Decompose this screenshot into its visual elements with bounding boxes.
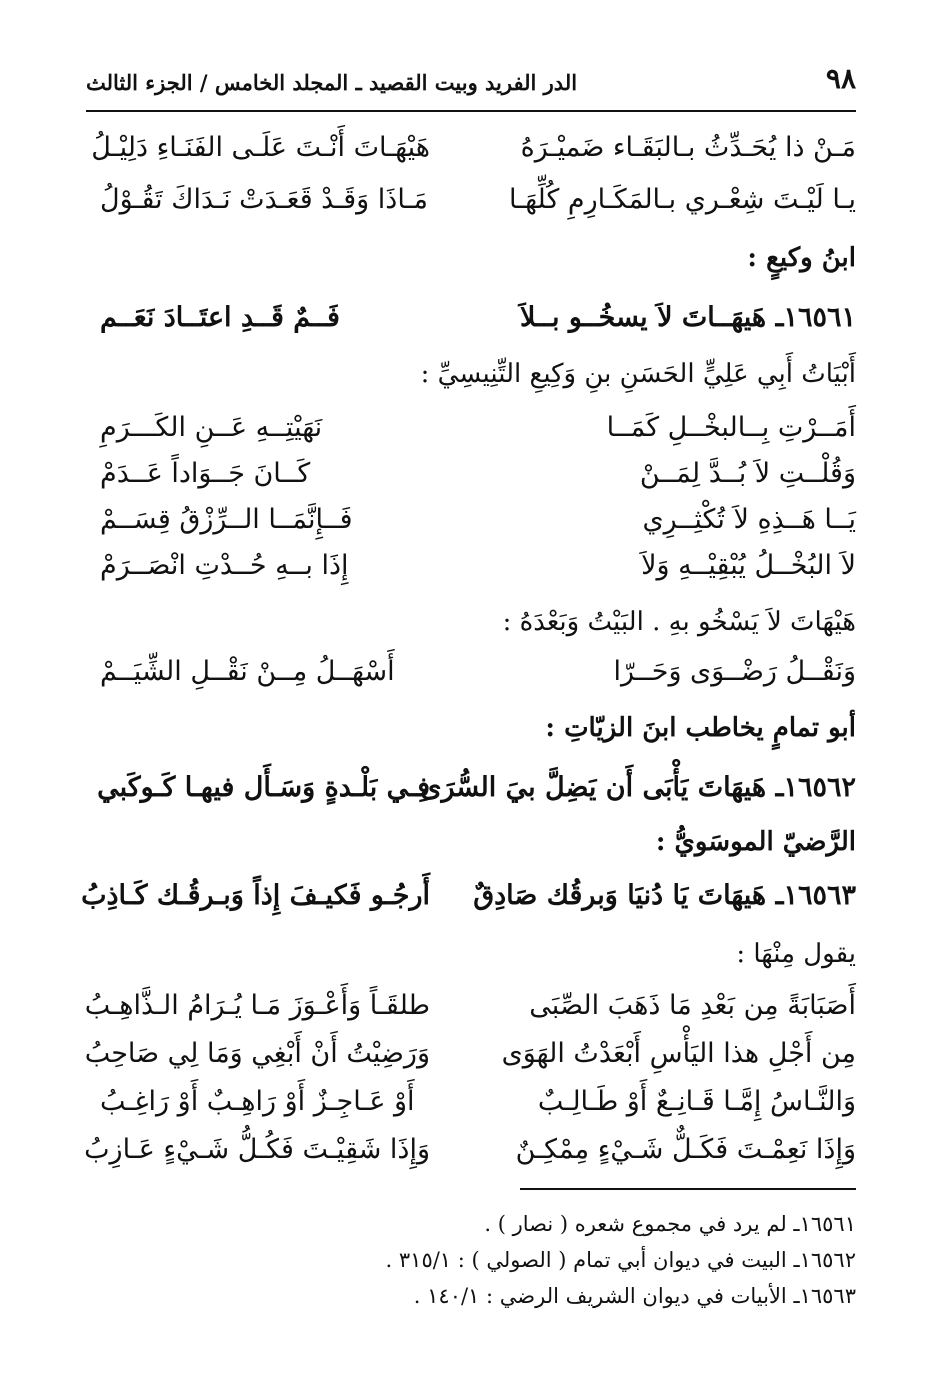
verse-line: [100, 404, 856, 452]
verse-line: [100, 496, 856, 544]
verse-first-hemistich: يَــا هَــذِهِ لاَ تُكْثِــرِي: [642, 504, 856, 535]
verse-line: [84, 1126, 856, 1174]
verse-first-hemistich: مَـنْ ذا يُحَـدِّثُ بـالبَقَـاء ضَميْـرَهُ: [520, 132, 856, 163]
intro-text: هَيْهَاتَ لاَ يَسْخُو بهِ . البَيْتُ وَبَعْدَهُ :: [502, 607, 856, 637]
verse-line: [84, 1030, 856, 1078]
verse-first-hemistich: وَقُلْــتِ لاَ بُــدَّ لِمَــنْ: [639, 458, 856, 489]
page-number: ٩٨: [825, 62, 856, 95]
entry-16561: [100, 294, 856, 342]
verse-line: [100, 176, 856, 224]
entry-16563: [81, 872, 856, 920]
verse-line: [100, 542, 856, 590]
verse-first-hemistich: ١٦٥٦١ـ هَيهَــاتَ لاَ يسخُــو بــلاَ: [520, 302, 856, 333]
verse-second-hemistich: إِذَا بــهِ حُــدْتِ انْصَــرَمْ: [100, 550, 349, 581]
verse-first-hemistich: مِن أَجْلِ هذا اليَأْسِ أَبْعَدْتُ الهَوَى: [501, 1038, 856, 1069]
running-title: الدر الفريد وبيت القصيد ـ المجلد الخامس / الجزء الثالث: [86, 70, 578, 95]
verse-second-hemistich: كَــانَ جَــوَاداً عَــدَمْ: [100, 458, 311, 489]
verse-first-hemistich: وَالنَّـاسُ إِمَّـا قَـانِـعٌ أَوْ طَـالِـبٌ: [537, 1086, 856, 1117]
verse-first-hemistich: ١٦٥٦٣ـ هَيهَاتَ يَا دُنيَا وَبرقُك صَادِقٌ: [473, 880, 856, 911]
verse-second-hemistich: أَسْهَــلُ مِــنْ نَقْــلِ الشِّيَــمْ: [100, 656, 395, 687]
verse-line: [100, 1078, 856, 1126]
intro-text: يقول مِنْهَا :: [736, 939, 856, 969]
verse-line: [91, 124, 856, 172]
footnote: ١٦٥٦٢ـ البيت في ديوان أبي تمام ( الصولي ) : ٣١٥/١ .: [385, 1248, 856, 1272]
verse-first-hemistich: أَمَــرْتِ بِــالبخْــلِ كَمَــا: [606, 412, 856, 443]
verse-first-hemistich: وَنَقْــلُ رَضْــوَى وَحَــرّا: [613, 656, 856, 687]
entry-16562: [97, 764, 856, 812]
verse-second-hemistich: طلقَـاً وَأَعْـوَزَ مَـا يُـرَامُ الـذَّاهِـبُ: [84, 990, 430, 1021]
verse-first-hemistich: يـا لَيْـتَ شِعْـري بـالمَكَـارِمِ كُلِّهَـا: [508, 184, 856, 215]
verse-first-hemistich: لاَ البُخْــلُ يُبْقِيْــهِ وَلاَ: [641, 550, 856, 581]
verse-second-hemistich: أَوْ عَـاجِـزٌ أَوْ رَاهِـبٌ أَوْ رَاغِـبُ: [100, 1086, 415, 1117]
poet-heading: أبو تمامٍ يخاطب ابنَ الزيّاتِ :: [545, 713, 856, 743]
verse-first-hemistich: ١٦٥٦٢ـ هَيهَاتَ يَأْبَى أَن يَضِلَّ بيَ السُّرَى: [420, 772, 856, 803]
verse-second-hemistich: فِـي بَلْـدةٍ وَسَـأَل فيهـا كَـوكَبي: [97, 772, 430, 803]
verse-second-hemistich: هَيْهَـاتَ أَنْـتَ عَلَـى الفَنَـاءِ دَلِيْـلُ: [91, 132, 430, 163]
verse-line: [100, 450, 856, 498]
footnote-rule: [520, 1188, 856, 1190]
verse-second-hemistich: مَـاذَا وَقَـدْ قَعَـدَتْ نَـدَاكَ تَقُـوْلُ: [100, 184, 428, 215]
verse-second-hemistich: فَــإِنَّمَــا الــرِّزْقُ قِسَــمْ: [100, 504, 353, 535]
verse-first-hemistich: أَصَبَابَةً مِن بَعْدِ مَا ذَهَبَ الصِّبَى: [529, 990, 856, 1021]
footnote: ١٦٥٦١ـ لم يرد في مجموع شعره ( نصار ) .: [484, 1212, 856, 1236]
verse-first-hemistich: وَإِذَا نَعِمْـتَ فَكَـلٌّ شَـيْءٍ مِمْكِـنٌ: [515, 1134, 856, 1165]
page-header: [86, 62, 856, 102]
verse-line: [100, 648, 856, 696]
verse-second-hemistich: نَهَيْتِــهِ عَــنِ الكَـــرَمِ: [100, 412, 323, 443]
verse-second-hemistich: أَرجُـو فَكيـفَ إِذاً وَبـرقُـك كَـاذِبُ: [81, 880, 430, 911]
verse-line: [84, 982, 856, 1030]
intro-text: أَبْيَاتُ أَبِي عَلِيٍّ الحَسَنِ بنِ وَكِيعِ التِّنِيسِيِّ :: [420, 359, 856, 389]
verse-second-hemistich: وَرَضِيْتُ أَنْ أَبْغِي وَمَا لِي صَاحِبُ: [84, 1038, 430, 1069]
footnote: ١٦٥٦٣ـ الأبيات في ديوان الشريف الرضي : ١٤٠/١ .: [413, 1284, 856, 1308]
poet-heading: ابنُ وكيعٍ :: [747, 243, 856, 273]
verse-second-hemistich: وَإِذَا شَقِيْـتَ فَكُـلُّ شَـيْءٍ عَـازِبُ: [84, 1134, 430, 1165]
header-rule: [86, 110, 856, 112]
poet-heading: الرَّضيّ الموسَويُّ :: [655, 827, 856, 857]
verse-second-hemistich: فَــمٌ قَــدِ اعتَــادَ نَعَــم: [100, 302, 340, 333]
